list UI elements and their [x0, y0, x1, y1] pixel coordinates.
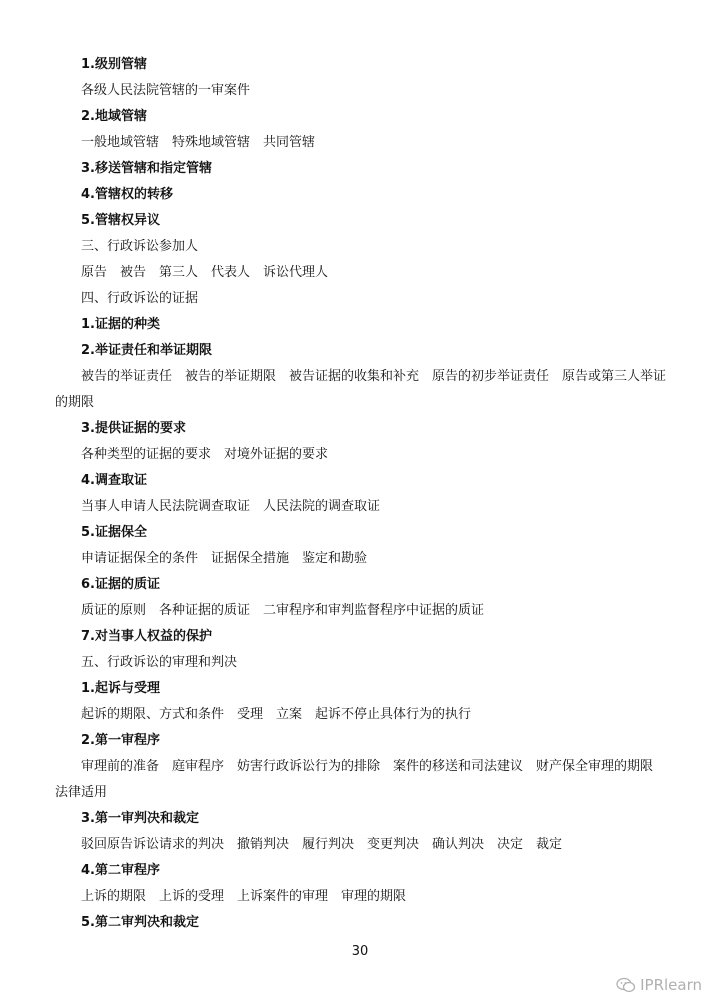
text-level-jurisdiction: 各级人民法院管辖的一审案件: [81, 83, 251, 98]
outline-content: [55, 52, 675, 936]
text-first-instance-judgment: 驳回原告诉讼请求的判决 撤销判决 履行判决 变更判决 确认判决 决定 裁定: [81, 837, 563, 852]
watermark: [616, 976, 702, 994]
heading-jurisdiction-transfer: 4.管辖权的转移: [81, 187, 173, 202]
section-heading-trial-judgment: 五、行政诉讼的审理和判决: [81, 655, 238, 670]
heading-party-rights-protection: 7.对当事人权益的保护: [81, 629, 212, 644]
wechat-icon: [616, 977, 636, 993]
text-cross-examination: 质证的原则 各种证据的质证 二审程序和审判监督程序中证据的质证: [81, 603, 485, 618]
heading-territorial-jurisdiction: 2.地域管辖: [81, 109, 147, 124]
page-number: 30: [351, 944, 369, 959]
text-participants: 原告 被告 第三人 代表人 诉讼代理人: [81, 265, 329, 280]
heading-first-instance-judgment: 3.第一审判决和裁定: [81, 811, 199, 826]
heading-evidence-types: 1.证据的种类: [81, 317, 160, 332]
heading-second-instance-judgment: 5.第二审判决和裁定: [81, 915, 199, 930]
text-investigation: 当事人申请人民法院调查取证 人民法院的调查取证: [81, 499, 381, 514]
heading-investigation: 4.调查取证: [81, 473, 147, 488]
heading-second-instance: 4.第二审程序: [81, 863, 160, 878]
text-evidence-preservation: 申请证据保全的条件 证据保全措施 鉴定和勘验: [81, 551, 368, 566]
heading-level-jurisdiction: 1.级别管辖: [81, 57, 147, 72]
heading-filing-acceptance: 1.起诉与受理: [81, 681, 160, 696]
text-first-instance: 审理前的准备 庭审程序 妨害行政诉讼行为的排除 案件的移送和司法建议 财产保全审理的期限 法律适用: [55, 759, 667, 800]
section-heading-participants: 三、行政诉讼参加人: [81, 239, 199, 254]
heading-evidence-requirements: 3.提供证据的要求: [81, 421, 186, 436]
heading-evidence-preservation: 5.证据保全: [81, 525, 147, 540]
heading-transfer-designated-jurisdiction: 3.移送管辖和指定管辖: [81, 161, 212, 176]
heading-jurisdiction-objection: 5.管辖权异议: [81, 213, 160, 228]
text-evidence-requirements: 各种类型的证据的要求 对境外证据的要求: [81, 447, 329, 462]
heading-burden-of-proof: 2.举证责任和举证期限: [81, 343, 212, 358]
text-territorial-jurisdiction: 一般地域管辖 特殊地域管辖 共同管辖: [81, 135, 316, 150]
section-heading-evidence: 四、行政诉讼的证据: [81, 291, 199, 306]
watermark-text: IPRlearn: [640, 976, 702, 994]
heading-first-instance: 2.第一审程序: [81, 733, 160, 748]
text-second-instance: 上诉的期限 上诉的受理 上诉案件的审理 审理的期限: [81, 889, 407, 904]
text-filing-acceptance: 起诉的期限、方式和条件 受理 立案 起诉不停止具体行为的执行: [81, 707, 472, 722]
text-burden-of-proof: 被告的举证责任 被告的举证期限 被告证据的收集和补充 原告的初步举证责任 原告或第三人举证的期限: [55, 369, 667, 410]
heading-cross-examination: 6.证据的质证: [81, 577, 160, 592]
